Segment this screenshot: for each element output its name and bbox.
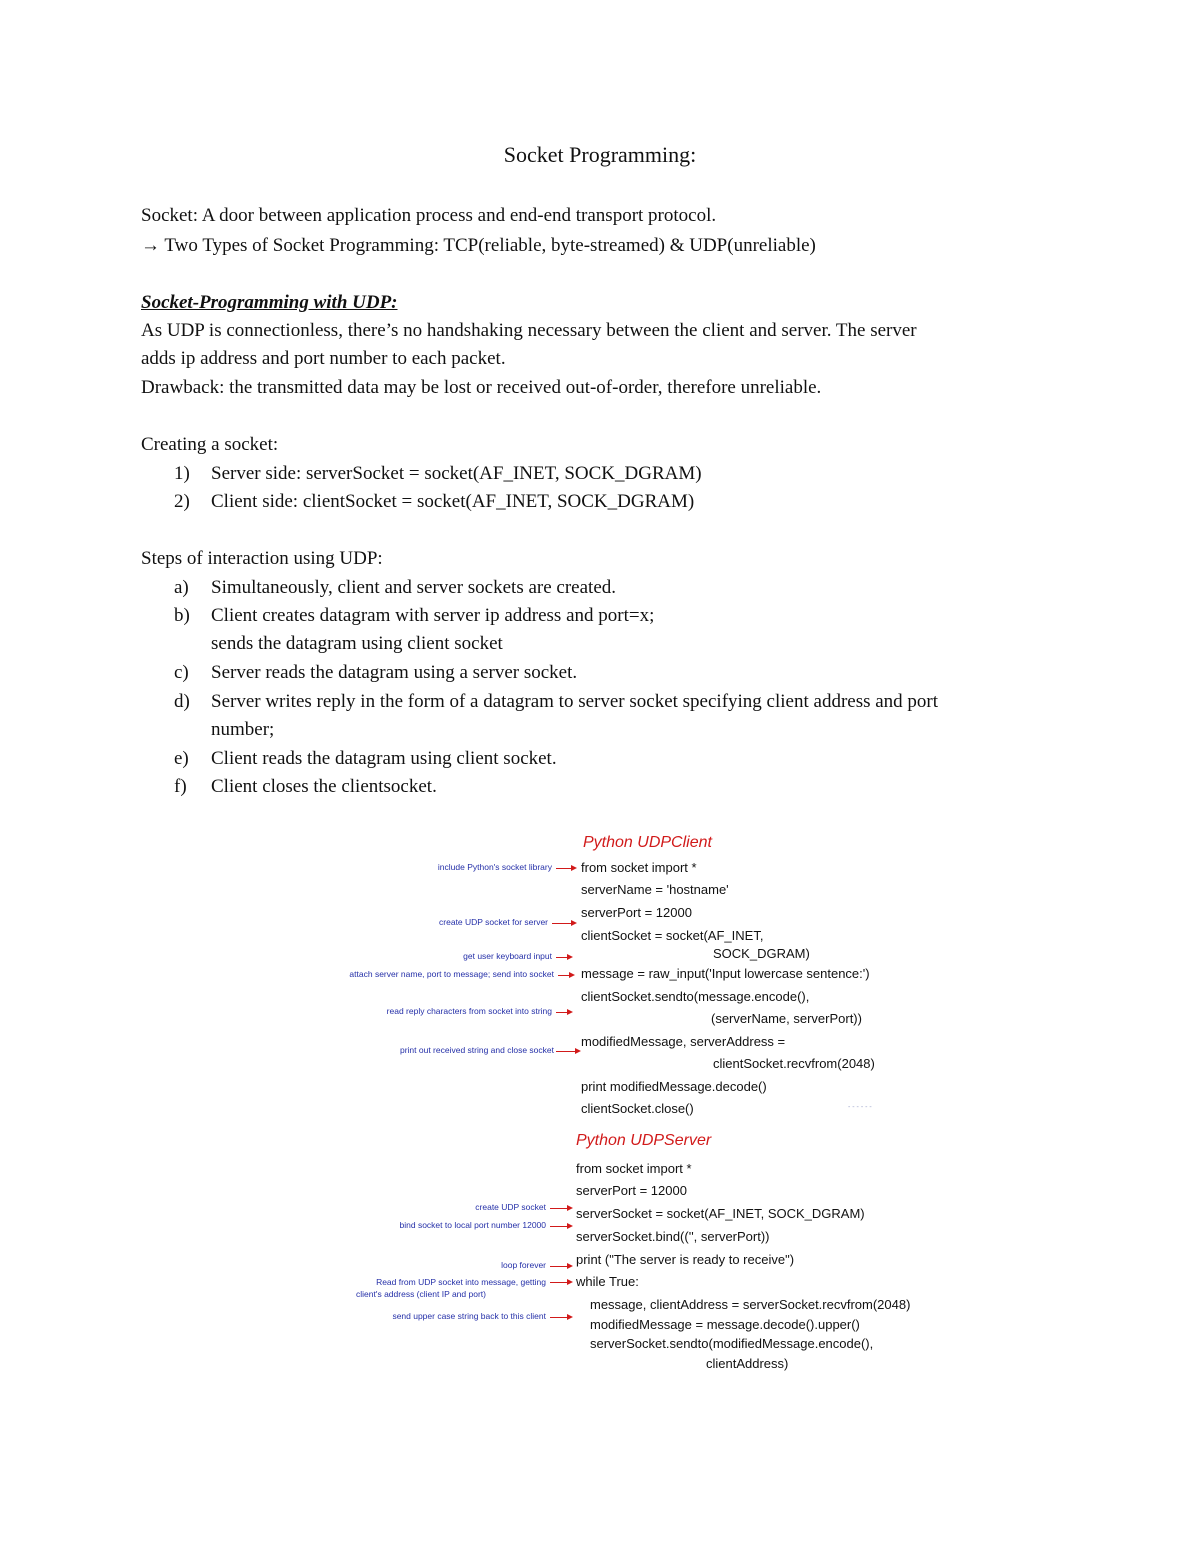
annotation: attach server name, port to message; send into socket	[349, 969, 554, 979]
list-number: d)	[174, 691, 190, 712]
list-number: e)	[174, 748, 189, 769]
steps-label: Steps of interaction using UDP:	[141, 548, 383, 569]
code-line: clientSocket = socket(AF_INET,	[581, 928, 764, 943]
annotation: read reply characters from socket into string	[386, 1006, 552, 1016]
list-number: f)	[174, 776, 187, 797]
list-item-client-side: Client side: clientSocket = socket(AF_INET, SOCK_DGRAM)	[211, 491, 695, 512]
code-line: SOCK_DGRAM)	[713, 946, 810, 961]
figure-watermark: - - - - - -	[848, 1104, 872, 1111]
socket-definition: Socket: A door between application process and end-end transport protocol.	[141, 205, 717, 226]
udp-section-heading: Socket-Programming with UDP:	[141, 292, 398, 313]
annotation: include Python's socket library	[437, 862, 552, 872]
code-line: clientSocket.sendto(message.encode(),	[581, 989, 810, 1004]
list-number: 1)	[174, 463, 190, 484]
step-item: Server reads the datagram using a server socket.	[211, 662, 578, 683]
arrow-icon	[550, 1282, 568, 1283]
code-line: serverPort = 12000	[576, 1183, 687, 1198]
code-line: from socket import *	[581, 860, 697, 875]
arrow-icon	[550, 1226, 568, 1227]
annotation: get user keyboard input	[463, 951, 552, 961]
code-line: print modifiedMessage.decode()	[581, 1079, 767, 1094]
code-line: message = raw_input('Input lowercase sentence:')	[581, 966, 870, 981]
step-item-continued: number;	[211, 719, 275, 740]
code-line: while True:	[576, 1274, 639, 1289]
step-item: Client creates datagram with server ip address and port=x;	[211, 605, 655, 626]
step-item: Client closes the clientsocket.	[211, 776, 437, 797]
step-item: Server writes reply in the form of a datagram to server socket specifying client address and port	[211, 691, 939, 712]
code-line: print ("The server is ready to receive")	[576, 1252, 795, 1267]
code-line: serverSocket = socket(AF_INET, SOCK_DGRAM)	[576, 1206, 865, 1221]
code-line: clientSocket.close()	[581, 1101, 694, 1116]
code-line: modifiedMessage = message.decode().upper()	[590, 1317, 860, 1332]
annotation: bind socket to local port number 12000	[399, 1220, 546, 1230]
list-number: c)	[174, 662, 189, 683]
udp-paragraph-line-2: adds ip address and port number to each packet.	[141, 348, 506, 369]
code-line: serverName = 'hostname'	[581, 882, 729, 897]
page-title: Socket Programming:	[503, 142, 697, 167]
arrow-icon	[550, 1208, 568, 1209]
code-line: clientSocket.recvfrom(2048)	[713, 1056, 875, 1071]
server-figure-title: Python UDPServer	[576, 1132, 712, 1149]
arrow-icon	[550, 1266, 568, 1267]
annotation: print out received string and close socket	[399, 1045, 554, 1055]
code-line: (serverName, serverPort))	[711, 1011, 862, 1026]
code-line: message, clientAddress = serverSocket.recvfrom(2048)	[590, 1297, 911, 1312]
code-line: serverSocket.sendto(modifiedMessage.encode(),	[590, 1336, 874, 1351]
annotation: loop forever	[501, 1260, 546, 1270]
step-item: Client reads the datagram using client socket.	[211, 748, 557, 769]
code-line: modifiedMessage, serverAddress =	[581, 1034, 786, 1049]
step-item: Simultaneously, client and server sockets are created.	[211, 577, 617, 598]
list-number: b)	[174, 605, 190, 626]
list-item-server-side: Server side: serverSocket = socket(AF_INET, SOCK_DGRAM)	[211, 463, 702, 484]
code-line: clientAddress)	[706, 1356, 789, 1371]
code-line: serverPort = 12000	[581, 905, 692, 920]
list-number: 2)	[174, 491, 190, 512]
step-item-continued: sends the datagram using client socket	[211, 633, 503, 654]
list-number: a)	[174, 577, 189, 598]
client-figure-title: Python UDPClient	[583, 834, 712, 851]
code-line: serverSocket.bind(('', serverPort))	[576, 1229, 770, 1244]
udp-paragraph-line-1: As UDP is connectionless, there’s no handshaking necessary between the client and server. The server	[141, 320, 917, 341]
annotation: client's address (client IP and port)	[356, 1289, 486, 1299]
arrow-icon	[550, 1317, 568, 1318]
socket-types: → Two Types of Socket Programming: TCP(reliable, byte-streamed) & UDP(unreliable)	[141, 235, 816, 256]
annotation: create UDP socket for server	[439, 917, 548, 927]
creating-socket-label: Creating a socket:	[141, 434, 279, 455]
annotation: create UDP socket	[475, 1202, 546, 1212]
annotation: send upper case string back to this client	[392, 1311, 546, 1321]
code-line: from socket import *	[576, 1161, 692, 1176]
udp-drawback: Drawback: the transmitted data may be lost or received out-of-order, therefore unreliable.	[141, 377, 822, 398]
annotation: Read from UDP socket into message, getting	[376, 1277, 546, 1287]
